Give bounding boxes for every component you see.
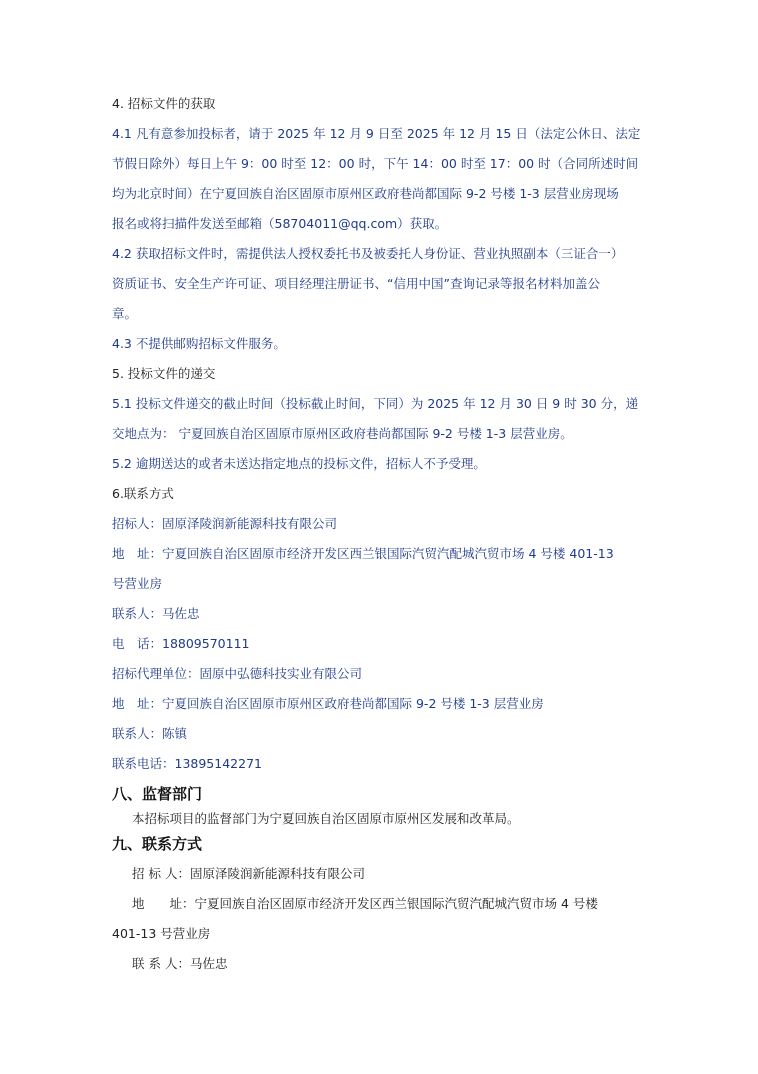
agency-contact: 联系人：陈镇 bbox=[112, 726, 188, 741]
para-4-2-line-2: 资质证书、安全生产许可证、项目经理注册证书、“信用中国”查询记录等报名材料加盖公 bbox=[112, 276, 600, 291]
para-5-1-line-1: 5.1 投标文件递交的截止时间（投标截止时间，下同）为 2025 年 12 月 30 日 9 时 30 分，递 bbox=[112, 396, 639, 411]
para-4-1-line-2: 节假日除外）每日上午 9：00 时至 12：00 时，下午 14：00 时至 17：00 时（合同所述时间 bbox=[112, 156, 639, 171]
contact-person: 联系人：马佐忠 bbox=[112, 606, 200, 621]
s9-tenderer: 招 标 人：固原泽陵润新能源科技有限公司 bbox=[132, 866, 365, 881]
s9-address-line-1: 地 址：宁夏回族自治区固原市经济开发区西兰银国际汽贸汽配城汽贸市场 4 号楼 bbox=[132, 896, 598, 911]
agency-phone: 联系电话：13895142271 bbox=[112, 756, 262, 771]
contact-phone: 电 话：18809570111 bbox=[112, 636, 250, 651]
supervision-body: 本招标项目的监督部门为宁夏回族自治区固原市原州区发展和改革局。 bbox=[132, 811, 520, 826]
section-4-title: 4. 招标文件的获取 bbox=[112, 96, 216, 111]
contact-tenderer: 招标人：固原泽陵润新能源科技有限公司 bbox=[112, 516, 338, 531]
contact-address-line-2: 号营业房 bbox=[112, 576, 163, 591]
para-4-1-line-3: 均为北京时间）在宁夏回族自治区固原市原州区政府巷尚都国际 9-2 号楼 1-3 层营业房现场 bbox=[112, 186, 619, 201]
agency-name: 招标代理单位：固原中弘德科技实业有限公司 bbox=[112, 666, 363, 681]
para-4-3: 4.3 不提供邮购招标文件服务。 bbox=[112, 336, 286, 351]
section-6-title: 6.联系方式 bbox=[112, 486, 174, 501]
section-8-heading: 八、监督部门 bbox=[112, 785, 203, 803]
s9-contact: 联 系 人：马佐忠 bbox=[132, 956, 228, 971]
contact-address-line-1: 地 址：宁夏回族自治区固原市经济开发区西兰银国际汽贸汽配城汽贸市场 4 号楼 401-13 bbox=[112, 546, 614, 561]
para-5-2: 5.2 逾期送达的或者未送达指定地点的投标文件，招标人不予受理。 bbox=[112, 456, 486, 471]
agency-address: 地 址：宁夏回族自治区固原市原州区政府巷尚都国际 9-2 号楼 1-3 层营业房 bbox=[112, 696, 544, 711]
section-9-heading: 九、联系方式 bbox=[112, 835, 203, 853]
s9-address-line-2: 401-13 号营业房 bbox=[112, 926, 211, 941]
para-4-2-line-3: 章。 bbox=[112, 306, 138, 321]
para-5-1-line-2: 交地点为： 宁夏回族自治区固原市原州区政府巷尚都国际 9-2 号楼 1-3 层营业房。 bbox=[112, 426, 573, 441]
para-4-1-line-4: 报名或将扫描件发送至邮箱（58704011@qq.com）获取。 bbox=[112, 216, 448, 231]
para-4-1-line-1: 4.1 凡有意参加投标者，请于 2025 年 12 月 9 日至 2025 年 12 月 15 日（法定公休日、法定 bbox=[112, 126, 641, 141]
section-5-title: 5. 投标文件的递交 bbox=[112, 366, 216, 381]
para-4-2-line-1: 4.2 获取招标文件时，需提供法人授权委托书及被委托人身份证、营业执照副本（三证合一） bbox=[112, 246, 624, 261]
